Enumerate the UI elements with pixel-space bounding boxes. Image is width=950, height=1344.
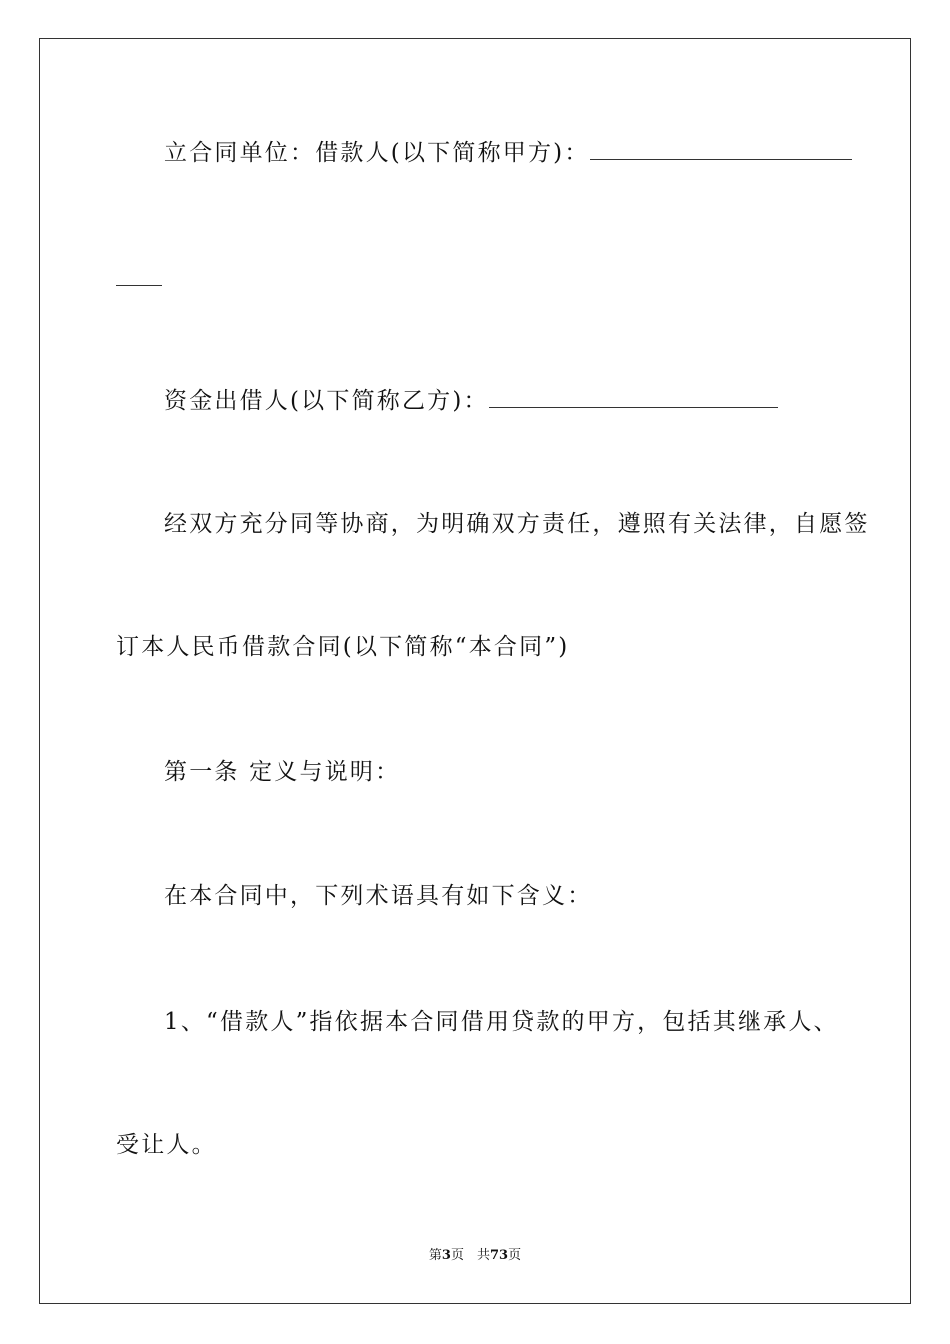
paragraph-borrower [164,138,852,168]
paragraph-definition-1-line2: 受让人。 [116,1132,217,1158]
paragraph-lender [164,386,778,416]
footer-total-pages: 73 [489,1248,509,1263]
borrower-label: 立合同单位：借款人(以下简称甲方)： [164,140,590,166]
article-one-heading: 第一条 定义与说明： [164,759,401,785]
page-footer [0,1247,950,1265]
lender-blank-line[interactable] [489,389,778,408]
borrower-blank-line-continued[interactable] [116,267,162,286]
footer-page-suffix: 页 [508,1248,522,1263]
page-border [39,38,911,1304]
paragraph-terms-intro: 在本合同中，下列术语具有如下含义： [164,883,593,909]
footer-page-prefix: 第 [428,1248,442,1263]
paragraph-definition-1-line1: 1、“借款人”指依据本合同借用贷款的甲方，包括其继承人、 [164,1009,839,1035]
paragraph-preamble-line2: 订本人民币借款合同(以下简称“本合同”) [116,634,570,660]
paragraph-preamble-line1: 经双方充分同等协商，为明确双方责任，遵照有关法律，自愿签 [164,511,870,537]
lender-label: 资金出借人(以下简称乙方)： [164,388,489,414]
borrower-blank-line[interactable] [590,141,852,160]
paragraph-borrower-continued [116,264,162,294]
footer-page-number: 3 [441,1248,451,1263]
footer-page-mid: 页 共 [450,1248,490,1263]
